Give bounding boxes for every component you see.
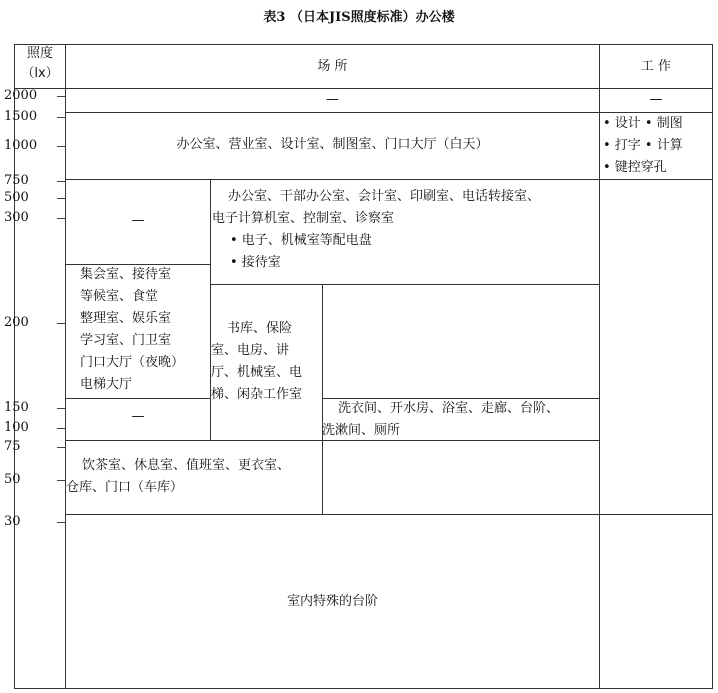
- place-line: 等候室、食堂: [80, 289, 159, 304]
- place-line: 电梯大厅: [80, 377, 133, 392]
- row-150-dash: —: [131, 409, 145, 424]
- row-30-place: 室内特殊的台阶: [286, 594, 378, 609]
- row-1000-work: [603, 113, 711, 179]
- place-line: 厅、机械室、电: [211, 365, 303, 380]
- lux-label: 300: [4, 210, 29, 225]
- place-line: 饮茶室、休息室、值班室、更衣室、: [82, 458, 291, 473]
- place-line: 办公室、干部办公室、会计室、印刷室、电话转接室、: [228, 189, 541, 204]
- header-illuminance-label: 照度: [26, 46, 53, 61]
- lux-label: 1000: [4, 138, 38, 153]
- place-line: 整理室、娱乐室: [80, 311, 172, 326]
- lux-label: 75: [4, 439, 21, 454]
- place-line: 室、电房、讲: [211, 343, 290, 358]
- work-item: • 打字 • 计算: [603, 138, 683, 153]
- place-line: 学习室、门卫室: [80, 333, 172, 348]
- place-line: 仓库、门口（车库）: [66, 480, 184, 495]
- header-work: 工 作: [640, 59, 672, 74]
- lux-label: 750: [4, 173, 29, 188]
- header-illuminance-unit: （lx）: [21, 66, 59, 81]
- lux-label: 1500: [4, 109, 38, 124]
- place-line: 洗衣间、开水房、浴室、走廊、台阶、: [338, 401, 560, 416]
- header-illuminance: [14, 44, 66, 84]
- row-50-places: [66, 455, 322, 499]
- lux-label: 2000: [4, 88, 38, 103]
- place-line: 梯、闲杂工作室: [211, 387, 303, 402]
- row-1000-place: 办公室、营业室、设计室、制图室、门口大厅（白天）: [176, 137, 489, 152]
- lux-label: 500: [4, 190, 29, 205]
- lux-label: 200: [4, 315, 29, 330]
- lux-label: 30: [4, 514, 21, 529]
- row-500-places: [212, 186, 598, 274]
- row-500-dash: —: [131, 213, 145, 228]
- place-line: 电子计算机室、控制室、诊察室: [212, 211, 395, 226]
- row-2000-work: —: [649, 92, 663, 107]
- place-line: • 接待室: [230, 255, 281, 270]
- place-line: 门口大厅（夜晚）: [80, 355, 185, 370]
- table-title: 表3 （日本JIS照度标准）办公楼: [263, 10, 455, 25]
- place-line: 书库、保险: [227, 321, 293, 336]
- place-line: 洗漱间、厕所: [322, 423, 401, 438]
- place-line: 集会室、接待室: [80, 267, 172, 282]
- row-2000-place: —: [326, 92, 339, 107]
- row-200-left: [80, 264, 210, 396]
- row-200-mid: [211, 318, 322, 406]
- place-line: • 电子、机械室等配电盘: [230, 233, 372, 248]
- work-item: • 设计 • 制图: [603, 116, 683, 131]
- row-150-right: [322, 398, 599, 442]
- lux-label: 100: [4, 420, 29, 435]
- header-place: 场 所: [317, 59, 348, 74]
- lux-label: 50: [4, 472, 21, 487]
- work-item: • 键控穿孔: [603, 160, 667, 175]
- lux-label: 150: [4, 400, 29, 415]
